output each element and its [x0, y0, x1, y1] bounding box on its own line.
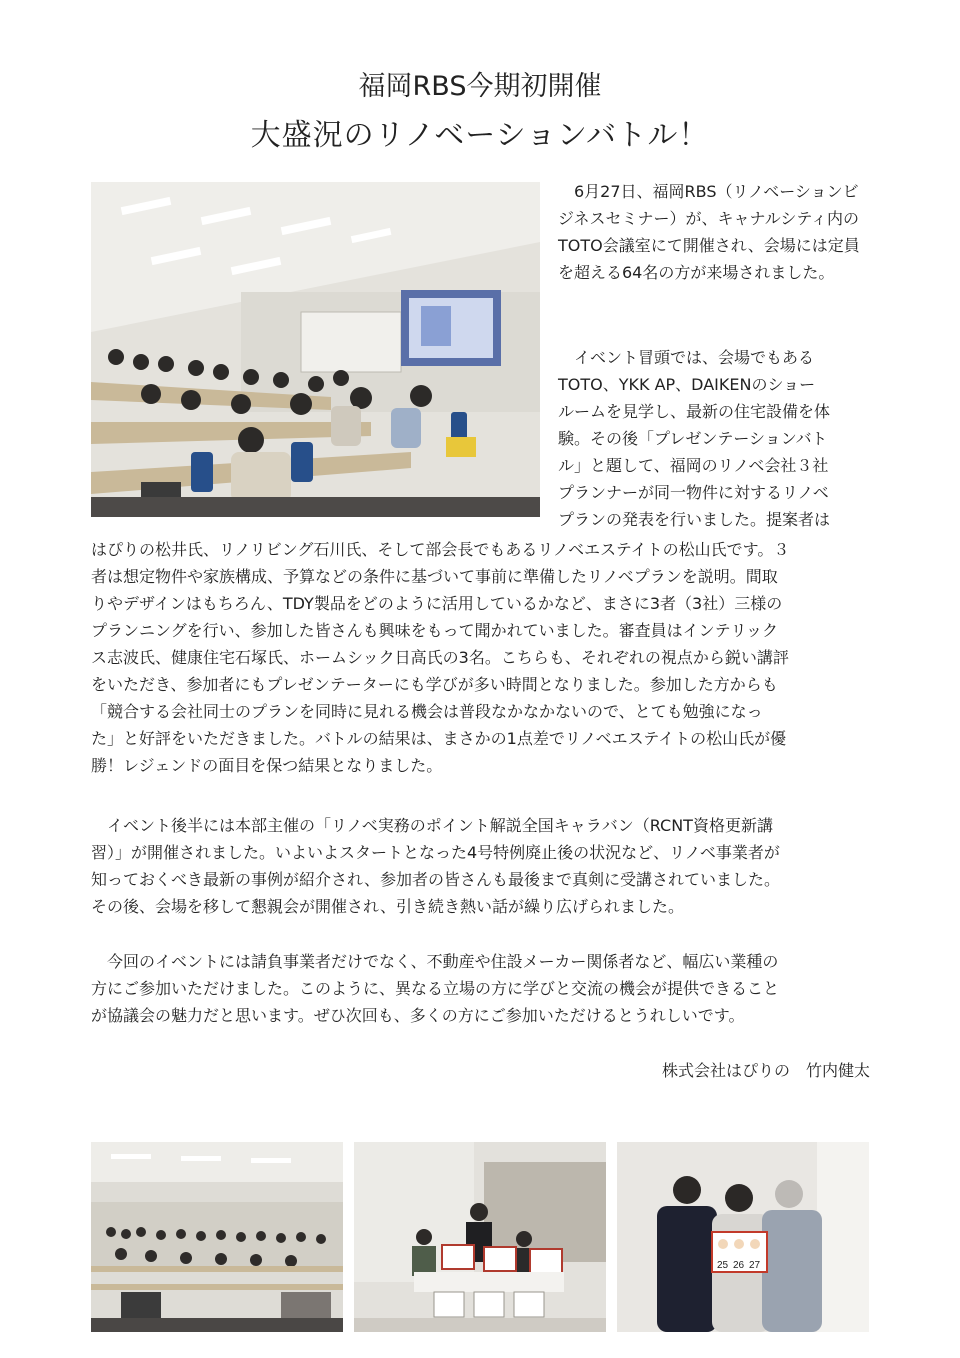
- text-line: プランニングを行い、参加した皆さんも興味をもって聞かれていました。審査員はインテリック: [91, 621, 779, 640]
- text-line: ル」と題して、福岡のリノベ会社３社: [558, 456, 829, 475]
- text-line: ス志波氏、健康住宅石塚氏、ホームシック日高氏の3名。こちらも、それぞれの視点から鋭い講評: [91, 648, 789, 667]
- text-line: 方にご参加いただけました。このように、異なる立場の方に学びと交流の機会が提供できること: [91, 979, 780, 998]
- event-paragraph-continued: [91, 536, 871, 779]
- text-line: が協議会の魅力だと思います。ぜひ次回も、多くの方にご参加いただけるとうれしいです。: [91, 1006, 745, 1025]
- text-line: た」と好評をいただきました。バトルの結果は、まさかの1点差でリノベエステイトの松山氏が優: [91, 729, 787, 748]
- text-line: ルームを見学し、最新の住宅設備を体: [558, 402, 831, 421]
- text-line: 知っておくべき最新の事例が紹介され、参加者の皆さんも最後まで真剣に受講されていました。: [91, 870, 780, 889]
- text-line: 者は想定物件や家族構成、予算などの条件に基づいて事前に準備したリノベプランを説明。間取: [91, 567, 778, 586]
- audience-photo: [91, 1142, 343, 1332]
- text-line: をいただき、参加者にもプレゼンテーターにも学びが多い時間となりました。参加した方からも: [91, 675, 778, 694]
- text-line: はぴりの松井氏、リノリビング石川氏、そして部会長でもあるリノベエステイトの松山氏です。３: [91, 540, 790, 559]
- text-line: 今回のイベントには請負事業者だけでなく、不動産や住設メーカー関係者など、幅広い業種の: [107, 952, 779, 971]
- seminar-room-photo: [91, 182, 540, 517]
- text-line: りやデザインはもちろん、TDY製品をどのように活用しているかなど、まさに3者（3社）三様の: [91, 594, 783, 613]
- presenters-photo: [354, 1142, 606, 1332]
- page-title-line1: 福岡RBS今期初開催: [358, 71, 602, 102]
- page-title-line2: 大盛況のリノベーションバトル！: [250, 118, 710, 153]
- caravan-paragraph: [91, 812, 871, 920]
- text-line: TOTO、YKK AP、DAIKENのショー: [558, 375, 816, 394]
- panel-number: 26: [733, 1260, 745, 1271]
- panel-number: 27: [749, 1260, 761, 1271]
- text-line: 勝！レジェンドの面目を保つ結果となりました。: [91, 756, 443, 775]
- text-line: プランナーが同一物件に対するリノベ: [558, 483, 829, 502]
- text-line: イベント後半には本部主催の「リノベ実務のポイント解説全国キャラバン（RCNT資格更新講: [107, 816, 773, 835]
- closing-paragraph: [91, 948, 871, 1029]
- text-line: プランの発表を行いました。提案者は: [558, 510, 831, 529]
- author-signature: 株式会社はぴりの 竹内健太: [661, 1061, 870, 1080]
- text-line: 習）」が開催されました。いよいよスタートとなった4号特例廃止後の状況など、リノベ事業者が: [91, 843, 780, 862]
- intro-paragraph: 6月27日、福岡RBS（リノベーションビジネスセミナー）が、キャナルシティ内のTOTO会議室にて開催され、会場には定員を超える64名の方が来場されました。: [558, 182, 860, 282]
- text-line: その後、会場を移して懇親会が開催され、引き続き熱い話が繰り広げられました。: [91, 897, 684, 916]
- winners-photo: [617, 1142, 869, 1332]
- text-line: 「競合する会社同士のプランを同時に見れる機会は普段なかなかないので、とても勉強になっ: [91, 702, 763, 721]
- text-line: 験。その後「プレゼンテーションバト: [558, 429, 828, 448]
- panel-number: 25: [717, 1260, 729, 1271]
- event-paragraph-start: [558, 344, 870, 533]
- text-line: イベント冒頭では、会場でもある: [574, 348, 815, 367]
